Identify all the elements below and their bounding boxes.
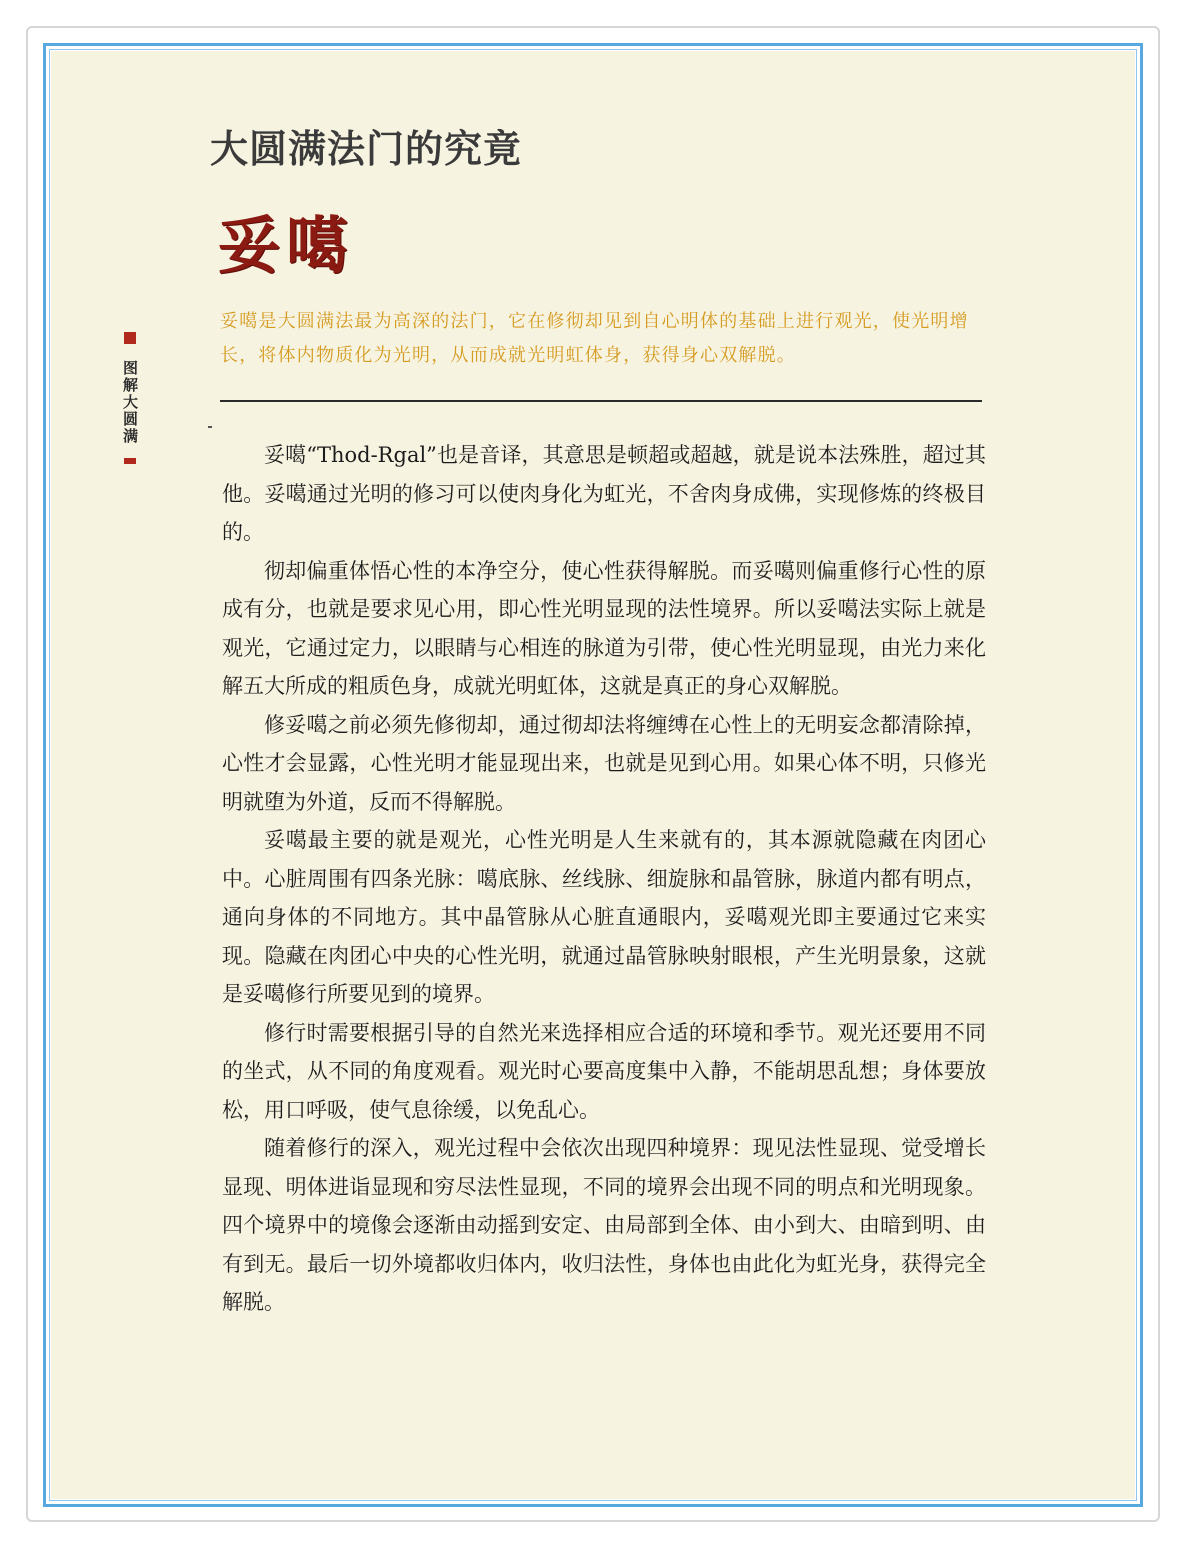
body-paragraph: 妥噶最主要的就是观光，心性光明是人生来就有的，其本源就隐藏在肉团心中。心脏周围有四条光脉：噶底脉、丝线脉、细旋脉和晶管脉，脉道内都有明点，通向身体的不同地方。其中晶管脉从心脏直通眼内，妥噶观光即主要通过它来实现。隐藏在肉团心中央的心性光明，就通过晶管脉映射眼根，产生光明景象，这就是妥噶修行所要见到的境界。 — [222, 828, 986, 1006]
body-text — [222, 436, 986, 1322]
chapter-intro: 妥噶是大圆满法最为高深的法门，它在修彻却见到自心明体的基础上进行观光，使光明增长，将体内物质化为光明，从而成就光明虹体身，获得身心双解脱。 — [220, 311, 969, 366]
body-paragraph: 随着修行的深入，观光过程中会依次出现四种境界：现见法性显现、觉受增长显现、明体进诣显现和穷尽法性显现，不同的境界会出现不同的明点和光明现象。四个境界中的境像会逐渐由动摇到安定、由局部到全体、由小到大、由暗到明、由有到无。最后一切外境都收归体内，收归法性，身体也由此化为虹光身，获得完全解脱。 — [222, 1136, 986, 1314]
body-paragraph: 妥噶“Thod-Rgal”也是音译，其意思是顿超或超越，就是说本法殊胜，超过其他。妥噶通过光明的修习可以使肉身化为虹光，不舍肉身成佛，实现修炼的终极目的。 — [222, 443, 986, 544]
divider-line — [220, 400, 982, 402]
chapter-title: 妥噶 — [218, 209, 355, 282]
body-paragraph: 彻却偏重体悟心性的本净空分，使心性获得解脱。而妥噶则偏重修行心性的原成有分，也就是要求见心用，即心性光明显现的法性境界。所以妥噶法实际上就是观光，它通过定力，以眼睛与心相连的脉道为引带，使心性光明显现，由光力来化解五大所成的粗质色身，成就光明虹体，这就是真正的身心双解脱。 — [222, 558, 986, 698]
body-paragraph: 修妥噶之前必须先修彻却，通过彻却法将缠缚在心性上的无明妄念都清除掉，心性才会显露，心性光明才能显现出来，也就是见到心用。如果心体不明，只修光明就堕为外道，反而不得解脱。 — [222, 712, 986, 814]
sidebar-label: 图解大圆满 — [121, 360, 139, 445]
section-title: 大圆满法门的究竟 — [210, 127, 523, 171]
body-paragraph: 修行时需要根据引导的自然光来选择相应合适的环境和季节。观光还要用不同的坐式，从不同的角度观看。观光时心要高度集中入静，不能胡思乱想；身体要放松，用口呼吸，使气息徐缓，以免乱心。 — [222, 1020, 986, 1122]
sidebar-tab — [119, 332, 141, 464]
sidebar-marker-top — [124, 332, 136, 344]
sidebar-marker-bottom — [124, 458, 136, 464]
margin-tick — [208, 426, 212, 428]
